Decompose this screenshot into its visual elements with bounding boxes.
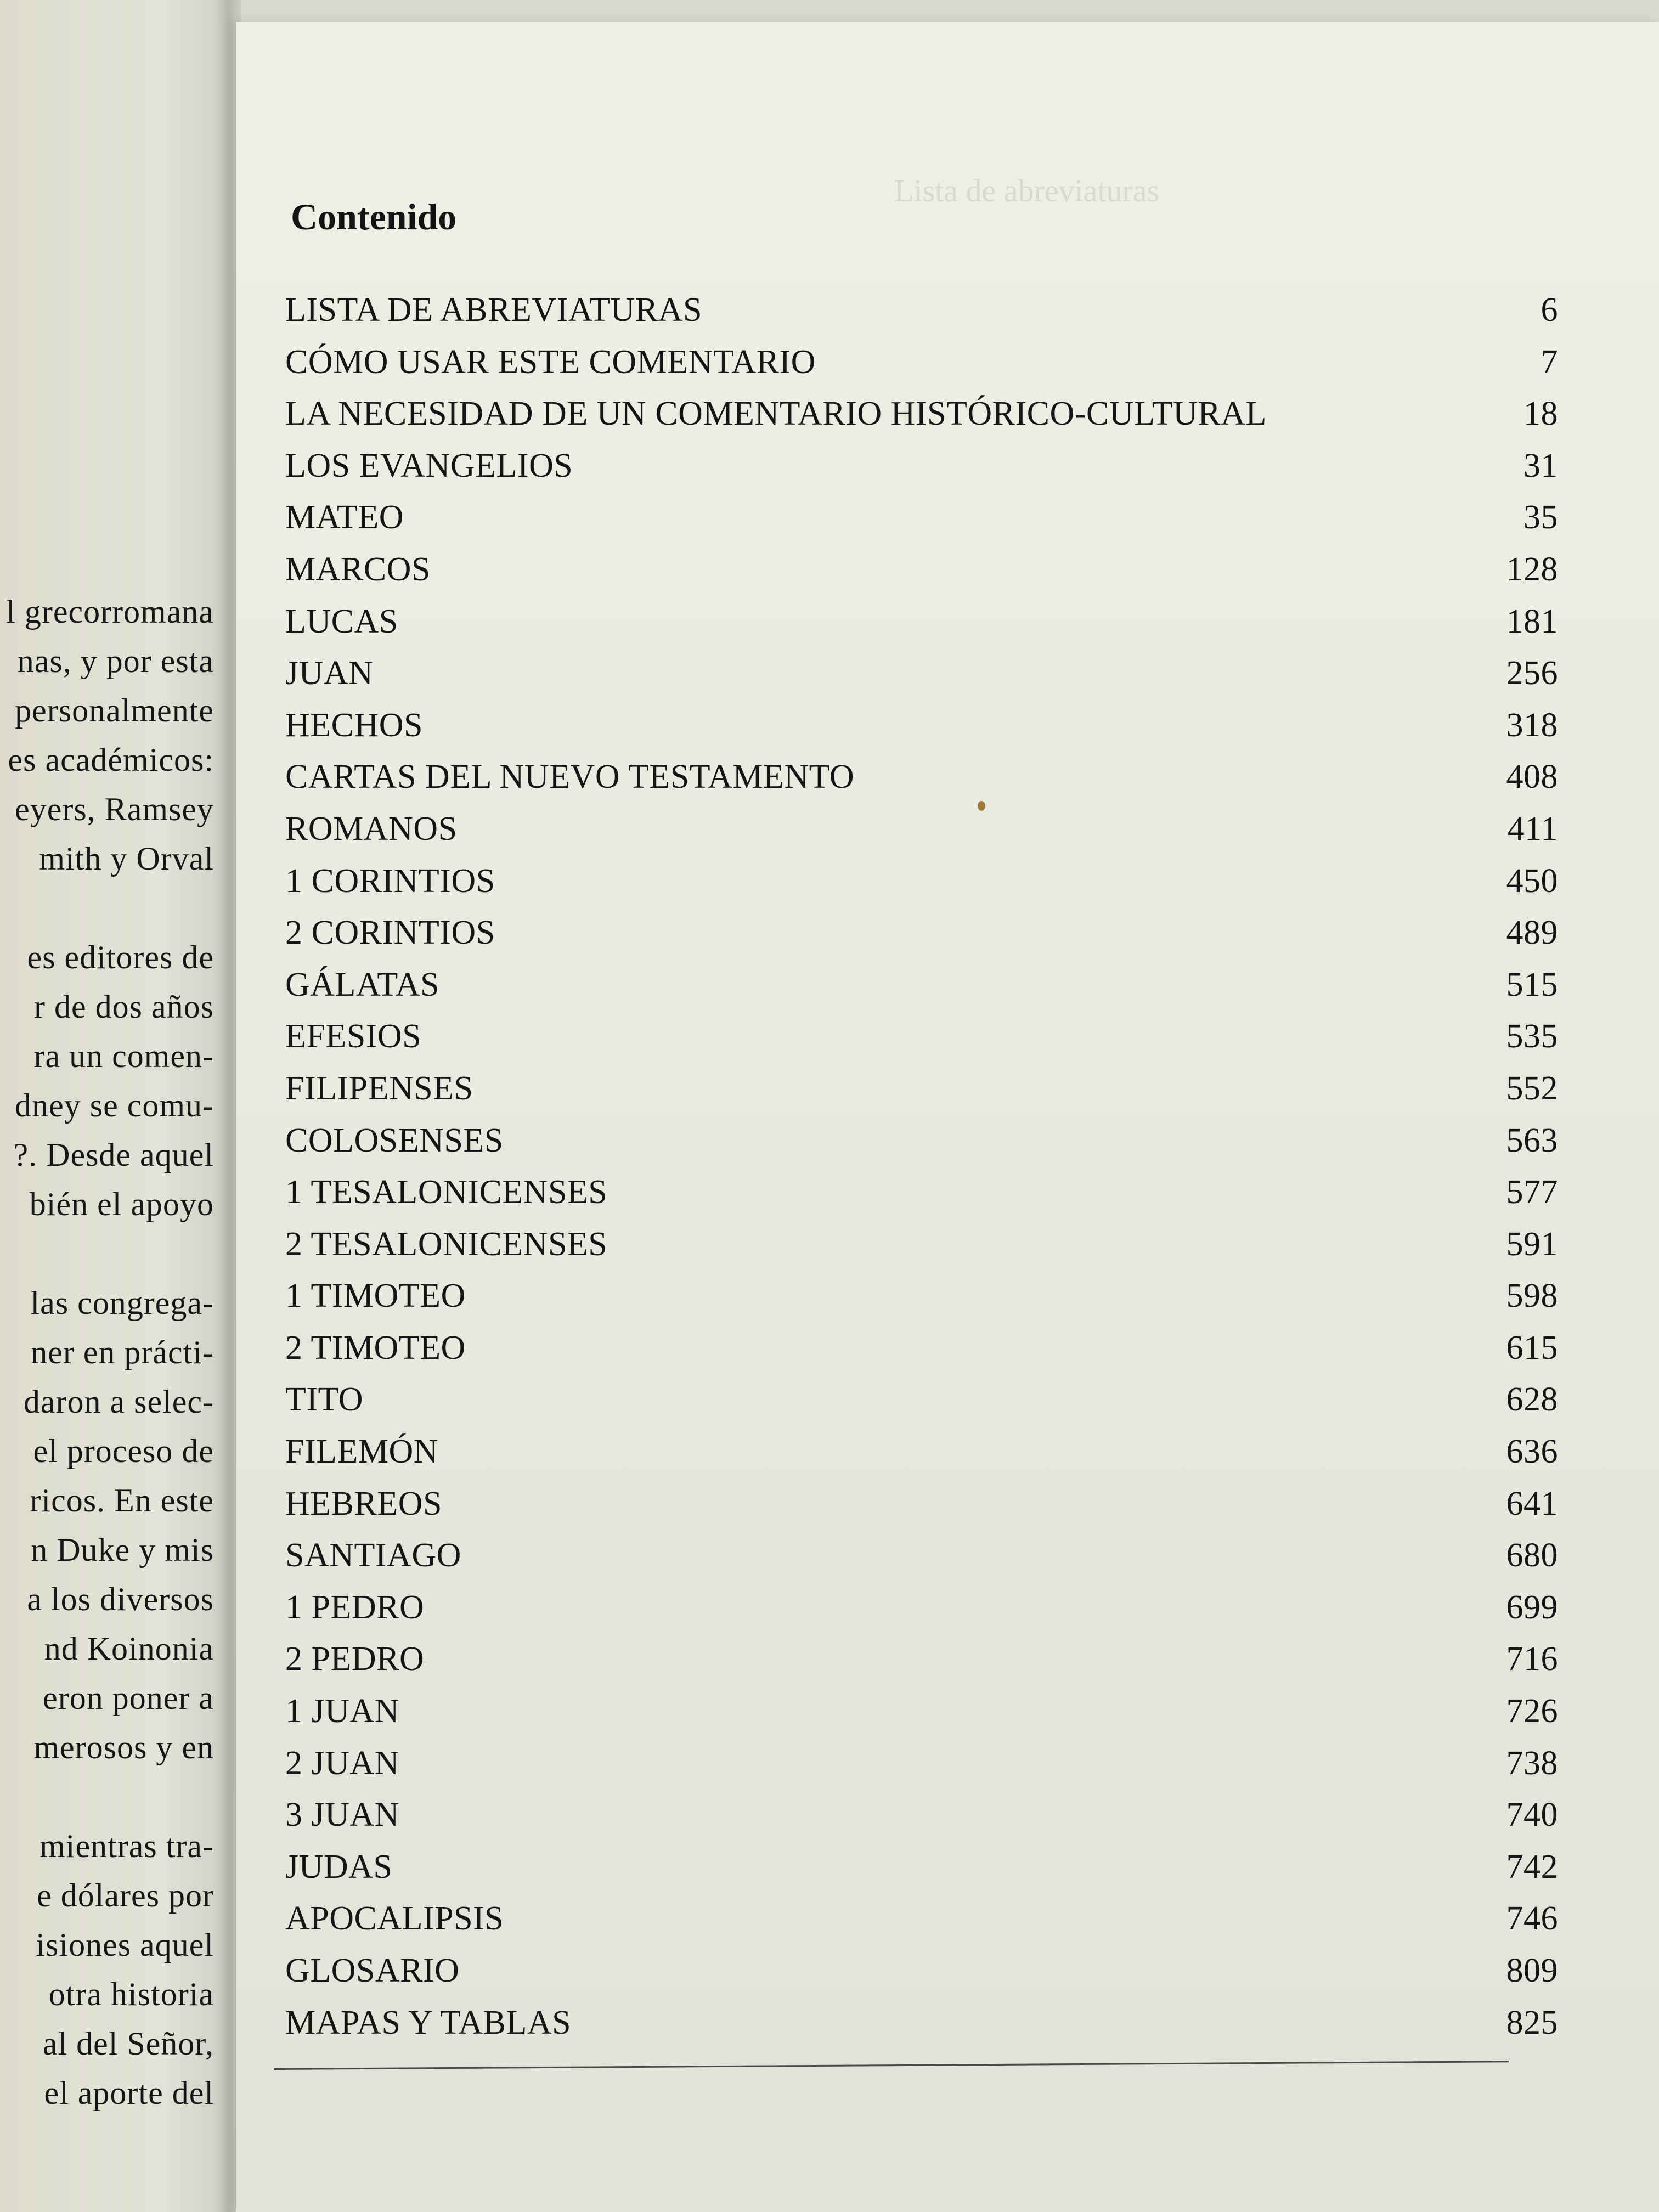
toc-entry-page-number: 699 bbox=[1506, 1588, 1558, 1626]
toc-entry bbox=[285, 1796, 1558, 1848]
toc-entry bbox=[285, 602, 1558, 654]
toc-entry-page-number: 318 bbox=[1506, 706, 1558, 744]
body-line: personalmente bbox=[15, 692, 214, 729]
paragraph-gap bbox=[0, 1229, 214, 1278]
toc-entry bbox=[285, 1536, 1558, 1588]
toc-entry-page-number: 128 bbox=[1506, 550, 1558, 588]
toc-entry-title: LOS EVANGELIOS bbox=[285, 447, 573, 484]
toc-entry-page-number: 515 bbox=[1506, 966, 1558, 1003]
body-line: merosos y en bbox=[33, 1729, 214, 1765]
table-of-contents bbox=[285, 291, 1558, 2055]
toc-entry bbox=[285, 1225, 1558, 1277]
toc-entry-title: CÓMO USAR ESTE COMENTARIO bbox=[285, 343, 816, 381]
toc-entry-title: SANTIAGO bbox=[285, 1537, 461, 1575]
page-title: Contenido bbox=[291, 195, 457, 238]
paper-spot bbox=[978, 801, 985, 811]
body-line: r de dos años bbox=[34, 989, 214, 1025]
toc-entry-page-number: 742 bbox=[1506, 1848, 1558, 1886]
toc-entry-page-number: 7 bbox=[1541, 343, 1558, 381]
body-line: eron poner a bbox=[43, 1680, 214, 1716]
toc-entry-page-number: 6 bbox=[1541, 291, 1558, 329]
toc-entry-page-number: 411 bbox=[1507, 810, 1558, 848]
toc-entry-title: CARTAS DEL NUEVO TESTAMENTO bbox=[285, 758, 855, 796]
toc-entry-page-number: 740 bbox=[1506, 1796, 1558, 1834]
toc-entry bbox=[285, 1848, 1558, 1900]
body-line: mientras tra- bbox=[40, 1828, 214, 1864]
body-line: el proceso de bbox=[33, 1433, 214, 1469]
toc-entry bbox=[285, 291, 1558, 343]
toc-entry-title: FILIPENSES bbox=[285, 1069, 473, 1107]
toc-entry-page-number: 726 bbox=[1506, 1692, 1558, 1730]
toc-entry-page-number: 535 bbox=[1506, 1018, 1558, 1056]
footer-rule bbox=[274, 2061, 1509, 2070]
toc-entry-page-number: 35 bbox=[1523, 499, 1558, 537]
paragraph-gap bbox=[0, 1772, 214, 1821]
toc-entry bbox=[285, 966, 1558, 1018]
toc-entry-page-number: 636 bbox=[1506, 1433, 1558, 1471]
body-line: ?. Desde aquel bbox=[13, 1137, 214, 1173]
toc-entry bbox=[285, 913, 1558, 966]
toc-entry bbox=[285, 1485, 1558, 1537]
toc-entry bbox=[285, 1588, 1558, 1640]
toc-entry-title: GLOSARIO bbox=[285, 1952, 460, 1989]
toc-entry-page-number: 615 bbox=[1506, 1329, 1558, 1367]
toc-entry-title: EFESIOS bbox=[285, 1018, 422, 1056]
body-line: ra un comen- bbox=[33, 1038, 214, 1074]
toc-entry-title: APOCALIPSIS bbox=[285, 1900, 504, 1938]
toc-entry bbox=[285, 1640, 1558, 1692]
toc-entry bbox=[285, 1432, 1558, 1485]
toc-entry-title: 2 JUAN bbox=[285, 1744, 399, 1782]
toc-entry-title: JUDAS bbox=[285, 1848, 393, 1886]
toc-entry-page-number: 641 bbox=[1506, 1485, 1558, 1522]
toc-entry-page-number: 552 bbox=[1506, 1069, 1558, 1107]
body-line: otra historia bbox=[48, 1976, 214, 2012]
toc-entry bbox=[285, 1744, 1558, 1796]
body-line: nas, y por esta bbox=[17, 643, 214, 679]
body-line: el aporte del bbox=[44, 2075, 214, 2111]
toc-entry-title: 1 TESALONICENSES bbox=[285, 1173, 608, 1211]
bleed-through-text: Lista de abreviaturas bbox=[894, 173, 1160, 208]
toc-entry bbox=[285, 1121, 1558, 1173]
toc-entry-title: LA NECESIDAD DE UN COMENTARIO HISTÓRICO-CULTURAL bbox=[285, 395, 1267, 433]
body-line: al del Señor, bbox=[42, 2025, 214, 2062]
toc-entry-page-number: 31 bbox=[1523, 447, 1558, 484]
toc-entry-title: HEBREOS bbox=[285, 1485, 442, 1522]
toc-entry-title: LUCAS bbox=[285, 602, 398, 640]
toc-entry-page-number: 746 bbox=[1506, 1900, 1558, 1938]
toc-entry-title: 2 CORINTIOS bbox=[285, 914, 495, 952]
toc-entry-title: 2 TESALONICENSES bbox=[285, 1225, 608, 1263]
paragraph-gap bbox=[0, 883, 214, 933]
toc-entry-title: MATEO bbox=[285, 499, 404, 537]
toc-entry-title: JUAN bbox=[285, 654, 374, 692]
toc-entry-title: 2 TIMOTEO bbox=[285, 1329, 466, 1367]
body-line: a los diversos bbox=[27, 1581, 214, 1617]
toc-entry-title: TITO bbox=[285, 1381, 364, 1419]
toc-entry-title: 2 PEDRO bbox=[285, 1640, 425, 1678]
body-line: daron a selec- bbox=[23, 1384, 214, 1420]
body-line: mith y Orval bbox=[39, 840, 214, 877]
toc-entry-title: ROMANOS bbox=[285, 810, 458, 848]
toc-entry-title: MARCOS bbox=[285, 550, 431, 588]
toc-entry-page-number: 18 bbox=[1523, 395, 1558, 433]
body-line: isiones aquel bbox=[36, 1927, 214, 1963]
toc-entry bbox=[285, 1899, 1558, 1951]
toc-entry bbox=[285, 1692, 1558, 1744]
toc-entry-page-number: 716 bbox=[1506, 1640, 1558, 1678]
toc-entry-title: 1 TIMOTEO bbox=[285, 1277, 466, 1315]
toc-entry bbox=[285, 447, 1558, 499]
toc-entry bbox=[285, 2004, 1558, 2056]
toc-entry bbox=[285, 706, 1558, 758]
toc-entry-title: 1 JUAN bbox=[285, 1692, 399, 1730]
body-line: eyers, Ramsey bbox=[15, 791, 214, 827]
body-line: nd Koinonia bbox=[44, 1630, 214, 1667]
left-page bbox=[0, 0, 230, 2212]
body-line: dney se comu- bbox=[15, 1087, 214, 1124]
body-line: n Duke y mis bbox=[31, 1532, 214, 1568]
toc-entry-page-number: 181 bbox=[1506, 602, 1558, 640]
body-line: ricos. En este bbox=[30, 1482, 214, 1519]
toc-entry bbox=[285, 394, 1558, 447]
toc-entry-page-number: 563 bbox=[1506, 1121, 1558, 1159]
toc-entry-page-number: 408 bbox=[1506, 758, 1558, 796]
toc-entry-title: LISTA DE ABREVIATURAS bbox=[285, 291, 702, 329]
toc-entry-page-number: 628 bbox=[1506, 1381, 1558, 1419]
toc-entry-page-number: 680 bbox=[1506, 1537, 1558, 1575]
toc-entry bbox=[285, 810, 1558, 862]
body-line: l grecorromana bbox=[6, 594, 214, 630]
toc-entry-title: 3 JUAN bbox=[285, 1796, 399, 1834]
toc-entry bbox=[285, 1380, 1558, 1432]
toc-entry-title: GÁLATAS bbox=[285, 966, 439, 1003]
right-page bbox=[236, 22, 1659, 2212]
toc-entry bbox=[285, 550, 1558, 602]
toc-entry-page-number: 809 bbox=[1506, 1952, 1558, 1989]
toc-entry bbox=[285, 1017, 1558, 1069]
toc-entry-page-number: 591 bbox=[1506, 1225, 1558, 1263]
toc-entry-page-number: 738 bbox=[1506, 1744, 1558, 1782]
body-line: bién el apoyo bbox=[29, 1186, 214, 1222]
toc-entry-page-number: 489 bbox=[1506, 914, 1558, 952]
toc-entry-title: MAPAS Y TABLAS bbox=[285, 2004, 572, 2041]
toc-entry bbox=[285, 862, 1558, 914]
toc-entry-page-number: 598 bbox=[1506, 1277, 1558, 1315]
toc-entry bbox=[285, 1069, 1558, 1121]
body-line: es editores de bbox=[27, 939, 214, 975]
body-line: e dólares por bbox=[37, 1877, 214, 1914]
toc-entry bbox=[285, 498, 1558, 550]
toc-entry-title: FILEMÓN bbox=[285, 1433, 439, 1471]
toc-entry-title: 1 PEDRO bbox=[285, 1588, 425, 1626]
toc-entry-page-number: 256 bbox=[1506, 654, 1558, 692]
toc-entry-page-number: 450 bbox=[1506, 862, 1558, 900]
body-line: ner en prácti- bbox=[31, 1334, 214, 1370]
toc-entry bbox=[285, 1277, 1558, 1329]
toc-entry bbox=[285, 758, 1558, 810]
left-page-body-text bbox=[0, 587, 214, 2118]
toc-entry bbox=[285, 1173, 1558, 1225]
body-line: es académicos: bbox=[8, 742, 214, 778]
toc-entry-title: HECHOS bbox=[285, 706, 424, 744]
toc-entry bbox=[285, 654, 1558, 706]
toc-entry bbox=[285, 343, 1558, 395]
toc-entry-page-number: 577 bbox=[1506, 1173, 1558, 1211]
toc-entry-title: 1 CORINTIOS bbox=[285, 862, 495, 900]
toc-entry bbox=[285, 1329, 1558, 1381]
toc-entry-title: COLOSENSES bbox=[285, 1121, 504, 1159]
toc-entry-page-number: 825 bbox=[1506, 2004, 1558, 2041]
toc-entry bbox=[285, 1951, 1558, 2004]
body-line: las congrega- bbox=[30, 1285, 214, 1321]
